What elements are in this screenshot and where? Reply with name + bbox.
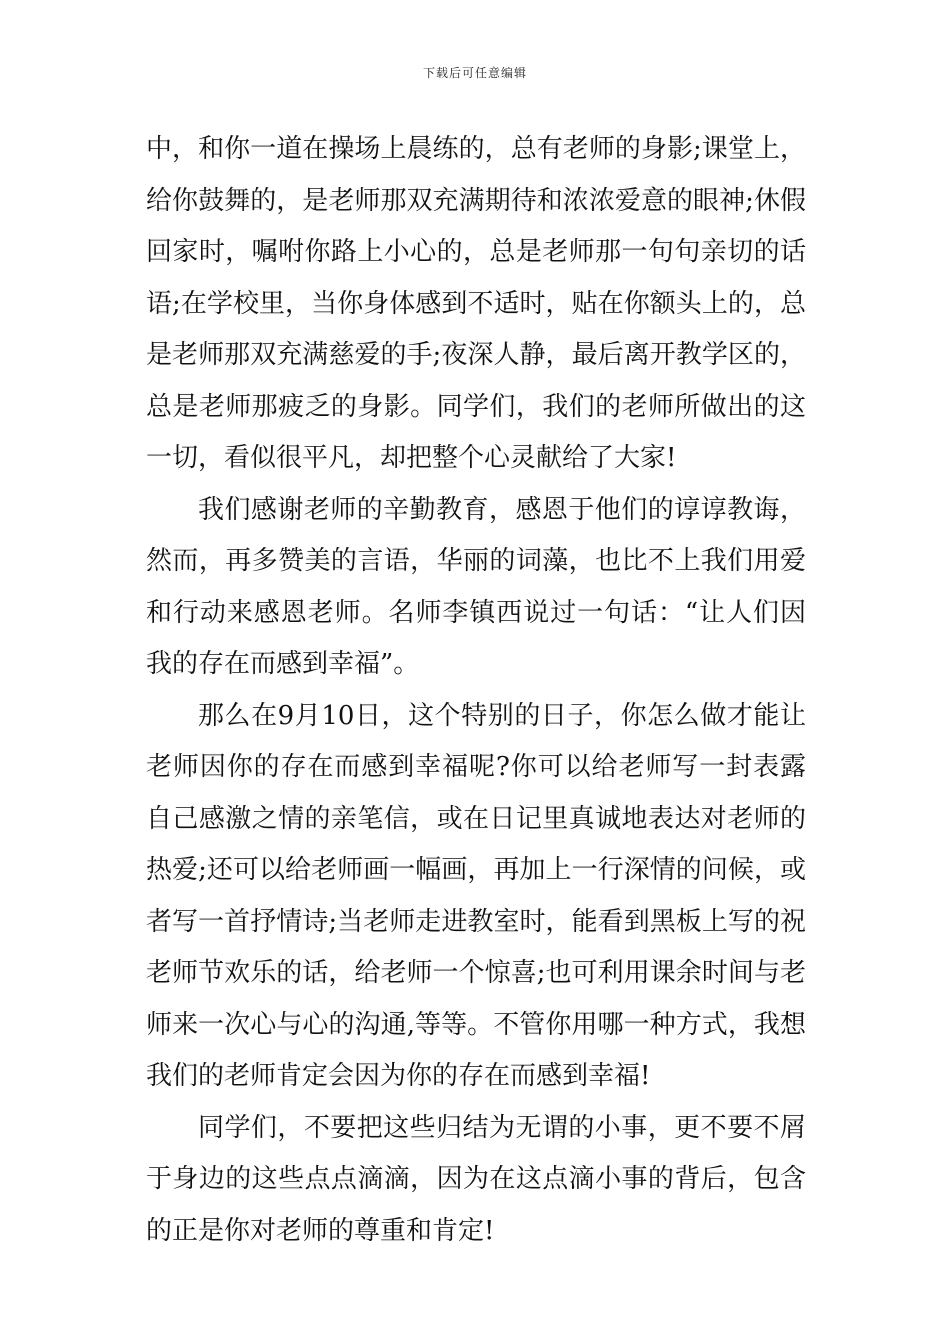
- paragraph-1: 中，和你一道在操场上晨练的，总有老师的身影;课堂上，给你鼓舞的，是老师那双充满期待和浓浓爱意的眼神;休假回家时，嘱咐你路上小心的，总是老师那一句句亲切的话语;在学校里，当你身体感到不适时，贴在你额头上的，总是老师那双充满慈爱的手;夜深人静，最后离开教学区的，总是老师那疲乏的身影。同学们，我们的老师所做出的这一切，看似很平凡，却把整个心灵献给了大家!: [146, 134, 806, 473]
- paragraph-3: 那么在9月10日，这个特别的日子，你怎么做才能让老师因你的存在而感到幸福呢?你可以给老师写一封表露自己感激之情的亲笔信，或在日记里真诚地表达对老师的热爱;还可以给老师画一幅画，再加上一行深情的问候，或者写一首抒情诗;当老师走进教室时，能看到黑板上写的祝老师节欢乐的话，给老师一个惊喜;也可利用课余时间与老师来一次心与心的沟通,等等。不管你用哪一种方式，我想我们的老师肯定会因为你的存在而感到幸福!: [146, 700, 806, 1091]
- paragraph-4: 同学们，不要把这些归结为无谓的小事，更不要不屑于身边的这些点点滴滴，因为在这点滴小事的背后，包含的正是你对老师的尊重和肯定!: [146, 1112, 806, 1246]
- document-body: [146, 124, 806, 1257]
- paragraph-2: 我们感谢老师的辛勤教育，感恩于他们的谆谆教诲，然而，再多赞美的言语，华丽的词藻，也比不上我们用爱和行动来感恩老师。名师李镇西说过一句话：“让人们因我的存在而感到幸福”。: [146, 494, 806, 679]
- page-header: 下载后可任意编辑: [422, 66, 527, 80]
